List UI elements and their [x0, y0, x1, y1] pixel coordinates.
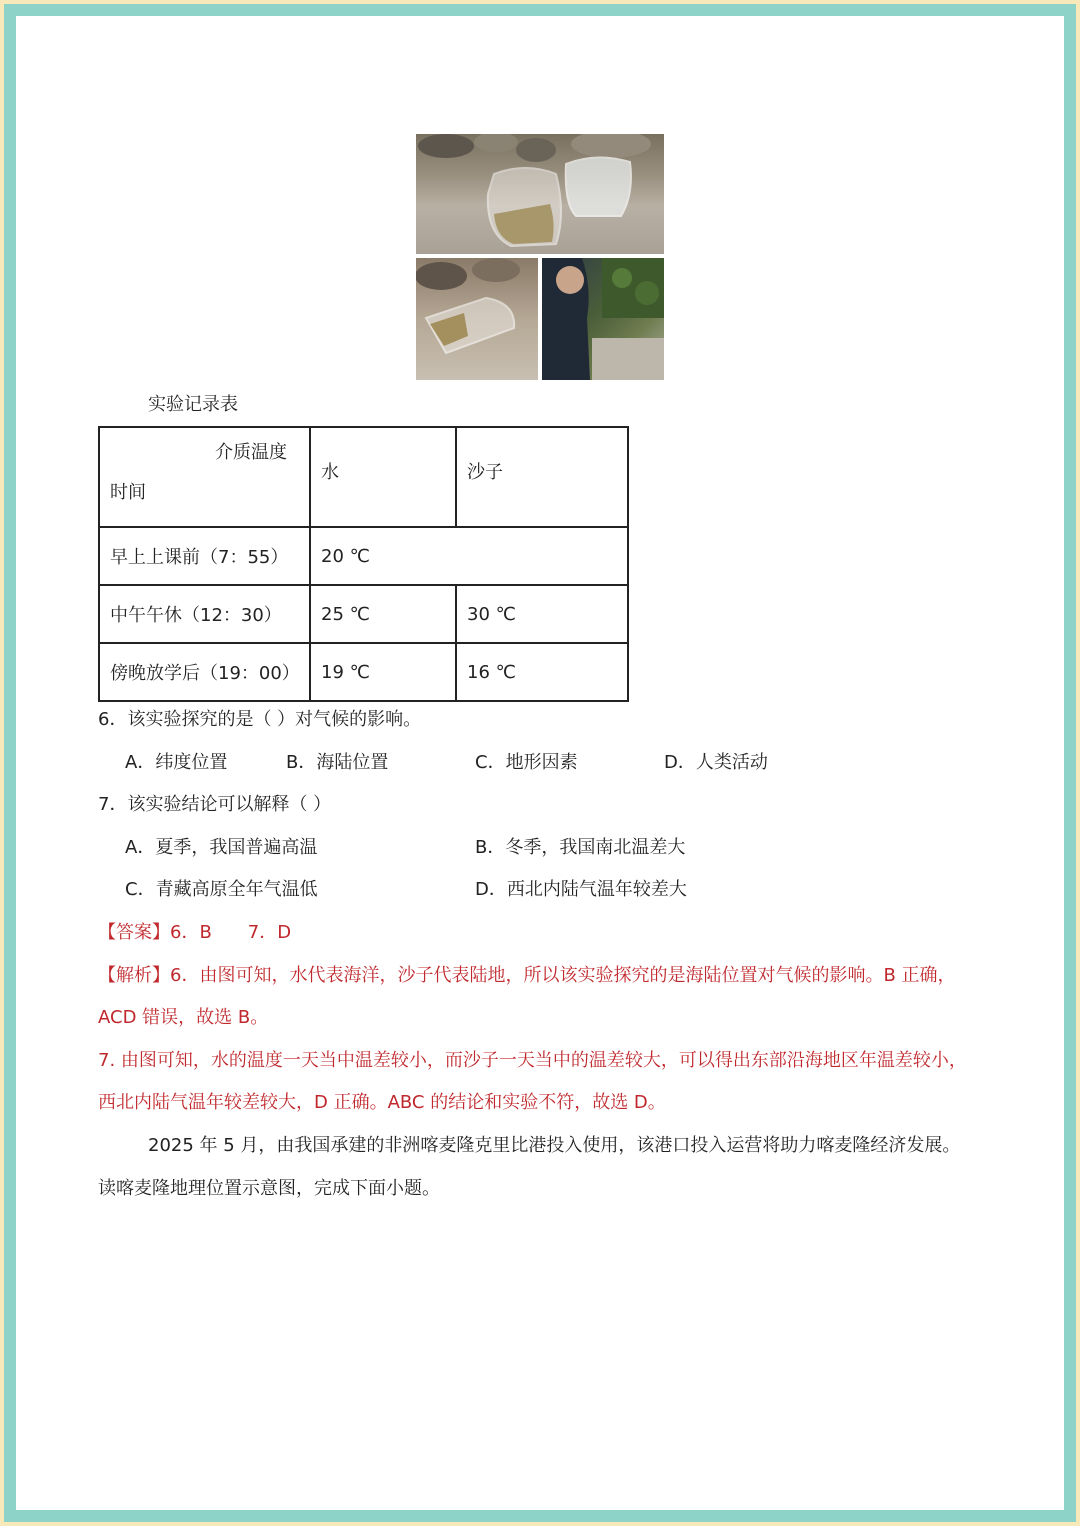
q7-option-d: D．西北内陆气温年较差大 [475, 879, 687, 900]
row-sand-temp: 30 ℃ [456, 585, 628, 643]
intro-paragraph-line-2: 读喀麦隆地理位置示意图，完成下面小题。 [98, 1178, 440, 1199]
document-page [16, 16, 1064, 1510]
q6-option-d: D．人类活动 [664, 752, 768, 773]
q6-option-a: A．纬度位置 [125, 752, 228, 773]
row-sand-temp: 16 ℃ [456, 643, 628, 701]
row-time: 傍晚放学后（19：00） [99, 643, 310, 701]
header-time: 时间 [110, 482, 146, 503]
photo-sand-and-water-cups [416, 134, 664, 254]
row-time: 早上上课前（7：55） [99, 527, 310, 585]
header-sand: 沙子 [456, 427, 628, 527]
photo-student-measuring [542, 258, 664, 380]
analysis-line-4: 西北内陆气温年较差较大，D 正确。ABC 的结论和实验不符，故选 D。 [98, 1092, 666, 1113]
q7-option-a: A．夏季，我国普遍高温 [125, 837, 318, 858]
analysis-line-3: 7. 由图可知，水的温度一天当中温差较小，而沙子一天当中的温差较大，可以得出东部沿海地区年温差较小， [98, 1050, 967, 1071]
table-header-diagonal-cell [99, 427, 310, 527]
table-row [99, 585, 628, 643]
q7-option-b: B．冬季，我国南北温差大 [475, 837, 686, 858]
experiment-record-table [98, 426, 629, 702]
question-7-stem: 7．该实验结论可以解释（ ） [98, 794, 332, 815]
q6-option-c: C．地形因素 [475, 752, 578, 773]
row-time: 中午午休（12：30） [99, 585, 310, 643]
table-title: 实验记录表 [148, 394, 238, 415]
analysis-line-1: 【解析】6．由图可知，水代表海洋，沙子代表陆地，所以该实验探究的是海陆位置对气候的影响。B 正确， [98, 965, 956, 986]
q7-option-c: C．青藏高原全年气温低 [125, 879, 318, 900]
q6-option-b: B．海陆位置 [286, 752, 389, 773]
table-row [99, 527, 628, 585]
row-merged-temp: 20 ℃ [310, 527, 628, 585]
analysis-line-2: ACD 错误，故选 B。 [98, 1007, 269, 1028]
question-6-stem: 6．该实验探究的是（ ）对气候的影响。 [98, 709, 422, 730]
answer-line: 【答案】6．B 7．D [98, 922, 292, 943]
header-medium-temperature: 介质温度 [215, 442, 287, 463]
header-water: 水 [310, 427, 456, 527]
experiment-photos [416, 134, 664, 380]
row-water-temp: 25 ℃ [310, 585, 456, 643]
photo-sand-cup-closeup [416, 258, 538, 380]
intro-paragraph-line-1: 2025 年 5 月，由我国承建的非洲喀麦隆克里比港投入使用，该港口投入运营将助力喀麦隆经济发展。 [148, 1135, 961, 1156]
table-row [99, 643, 628, 701]
row-water-temp: 19 ℃ [310, 643, 456, 701]
